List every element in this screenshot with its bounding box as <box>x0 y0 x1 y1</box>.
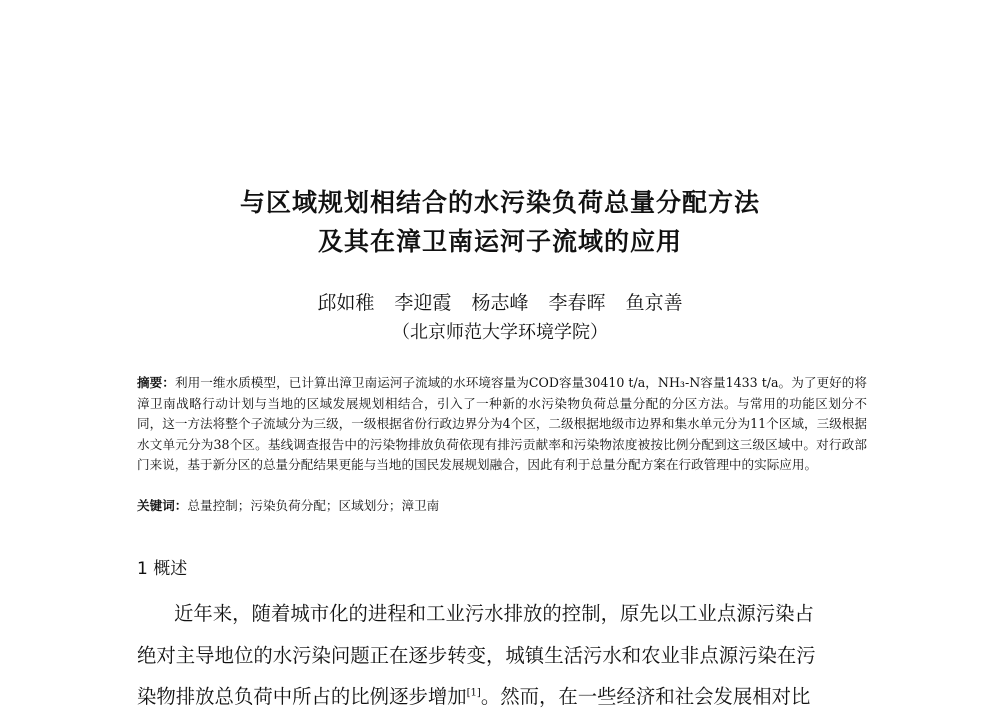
abstract-text: 利用一维水质模型，已计算出漳卫南运河子流域的水环境容量为COD容量30410 t/a，NH₃-N容量1433 t/a。为了更好的将漳卫南战略行动计划与当地的区域发展规划相结合，引入了一种新的水污染物负荷总量分配的分区方法。与常用的功能区划分不同，这一方法将整个子流域分为三级，一级根据省份行政边界分为4个区，二级根据地级市边界和集水单元分为11个区域，三级根据水文单元分为38个区。基线调查报告中的污染物排放负荷依现有排污贡献率和污染物浓度被按比例分配到这三级区域中。对行政部门来说，基于新分区的总量分配结果更能与当地的国民发展规划融合，因此有利于总量分配方案在行政管理中的实际应用。 <box>137 375 867 473</box>
body-text-line <box>137 681 867 709</box>
body-text: 染物排放总负荷中所占的比例逐步增加 <box>137 685 467 708</box>
affiliation: （北京师范大学环境学院） <box>392 322 608 343</box>
author: 鱼京善 <box>625 292 683 314</box>
body-text-line: 近年来，随着城市化的进程和工业污水排放的控制，原先以工业点源污染占 <box>174 602 814 625</box>
abstract <box>137 373 867 476</box>
author: 杨志峰 <box>471 292 529 314</box>
body-text-line: 绝对主导地位的水污染问题正在逐步转变，城镇生活污水和农业非点源污染在污 <box>137 644 816 667</box>
author: 李春晖 <box>548 292 606 314</box>
keywords <box>137 496 867 516</box>
body-text: 。然而，在一些经济和社会发展相对比 <box>480 685 811 708</box>
author: 邱如稚 <box>317 292 375 314</box>
author-list <box>150 288 850 315</box>
citation-ref[interactable]: [1] <box>466 687 481 699</box>
author: 李迎霞 <box>394 292 452 314</box>
keywords-label: 关键词： <box>137 498 188 513</box>
keywords-text: 总量控制；污染负荷分配；区域划分；漳卫南 <box>187 498 440 513</box>
paper-title-line-2: 及其在漳卫南运河子流域的应用 <box>317 227 682 256</box>
section-heading: 1 概述 <box>137 559 188 579</box>
paper-title-line-1: 与区域规划相结合的水污染负荷总量分配方法 <box>239 188 760 217</box>
abstract-label: 摘要： <box>137 375 175 390</box>
